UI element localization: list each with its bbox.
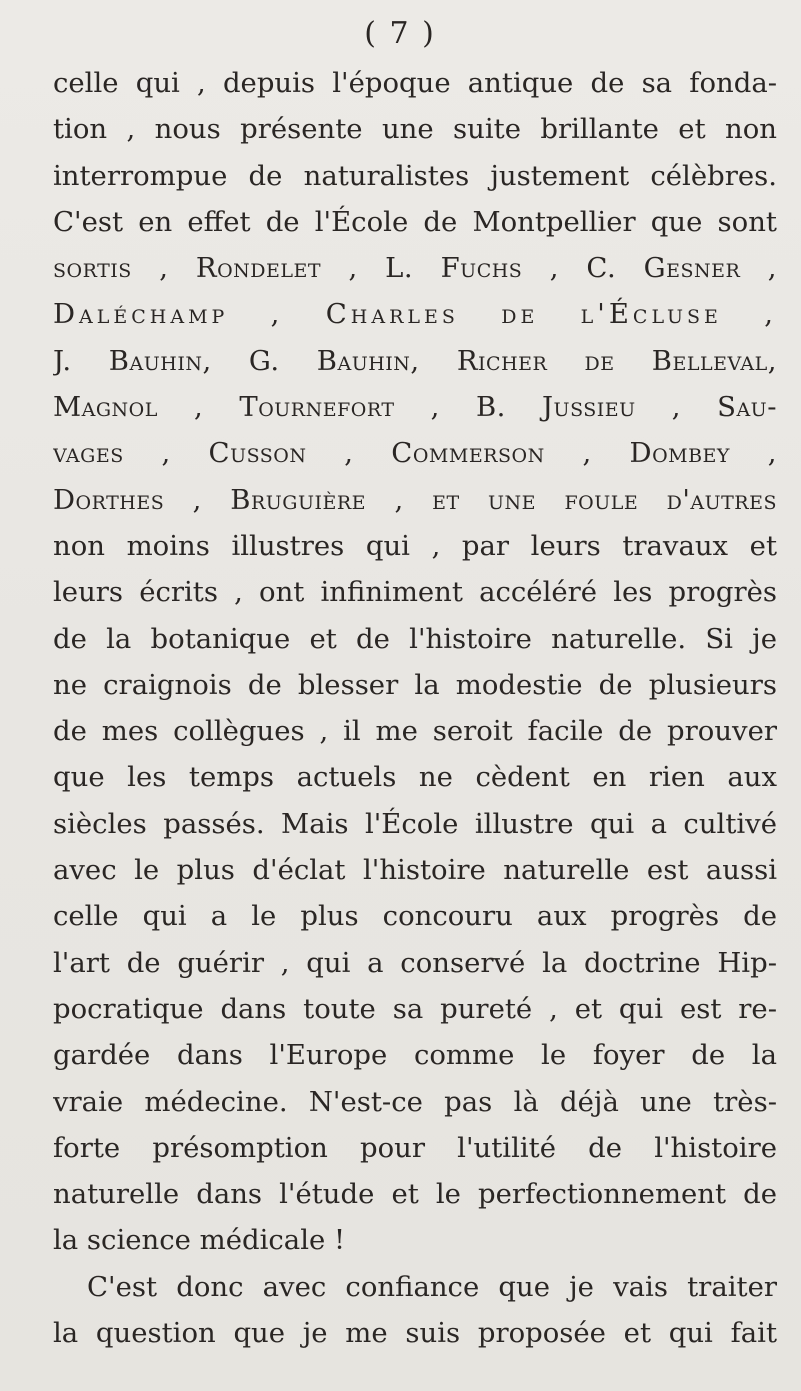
text-line: de la botanique et de l'histoire naturelle. Si je — [53, 622, 777, 655]
text-line: non moins illustres qui , par leurs travaux et — [53, 529, 777, 562]
text-line: ne craignois de blesser la modestie de plusieurs — [53, 668, 777, 701]
text-line: forte présomption pour l'utilité de l'histoire — [53, 1131, 777, 1164]
text-line: naturelle dans l'étude et le perfectionnement de — [53, 1178, 777, 1211]
text-line-names: Daléchamp , Charles de l'Écluse , — [53, 298, 777, 331]
text-line: vraie médecine. N'est-ce pas là déjà une très- — [53, 1085, 777, 1118]
text-line: tion , nous présente une suite brillante et non — [53, 113, 777, 146]
text-line: la science médicale ! — [53, 1224, 346, 1257]
text-line: gardée dans l'Europe comme le foyer de la — [53, 1039, 777, 1072]
text-line: interrompue de naturalistes justement célèbres. — [53, 159, 777, 192]
text-line: celle qui , depuis l'époque antique de sa fonda- — [53, 67, 777, 99]
text-line: siècles passés. Mais l'École illustre qui a cultivé — [53, 807, 777, 840]
text-line-names: Magnol , Tournefort , B. Jussieu , Sau- — [53, 391, 777, 424]
text-line-names: sortis , Rondelet , L. Fuchs , C. Gesner , — [53, 252, 777, 285]
text-line: l'art de guérir , qui a conservé la doctrine Hip- — [53, 946, 777, 979]
text-line: C'est en effet de l'École de Montpellier que sont — [53, 205, 777, 238]
text-line-names: J. Bauhin, G. Bauhin, Richer de Belleval, — [53, 344, 777, 377]
text-line-paragraph-start: C'est donc avec confiance que je vais traiter — [87, 1270, 777, 1303]
text-line-names: vages , Cusson , Commerson , Dombey , — [53, 437, 777, 470]
page-number: ( 7 ) — [364, 16, 436, 51]
text-line: celle qui a le plus concouru aux progrès de — [53, 900, 777, 933]
text-line: la question que je me suis proposée et qui fait — [53, 1317, 777, 1350]
text-line: pocratique dans toute sa pureté , et qui est re- — [53, 992, 777, 1025]
text-line: de mes collègues , il me seroit facile de prouver — [53, 715, 777, 748]
text-line: que les temps actuels ne cèdent en rien aux — [53, 761, 777, 794]
text-line: avec le plus d'éclat l'histoire naturelle est aussi — [53, 854, 777, 887]
text-line-names: Dorthes , Bruguière , et une foule d'autres — [53, 483, 777, 516]
body-text — [53, 60, 777, 1356]
text-line: leurs écrits , ont infiniment accéléré les progrès — [53, 576, 777, 609]
